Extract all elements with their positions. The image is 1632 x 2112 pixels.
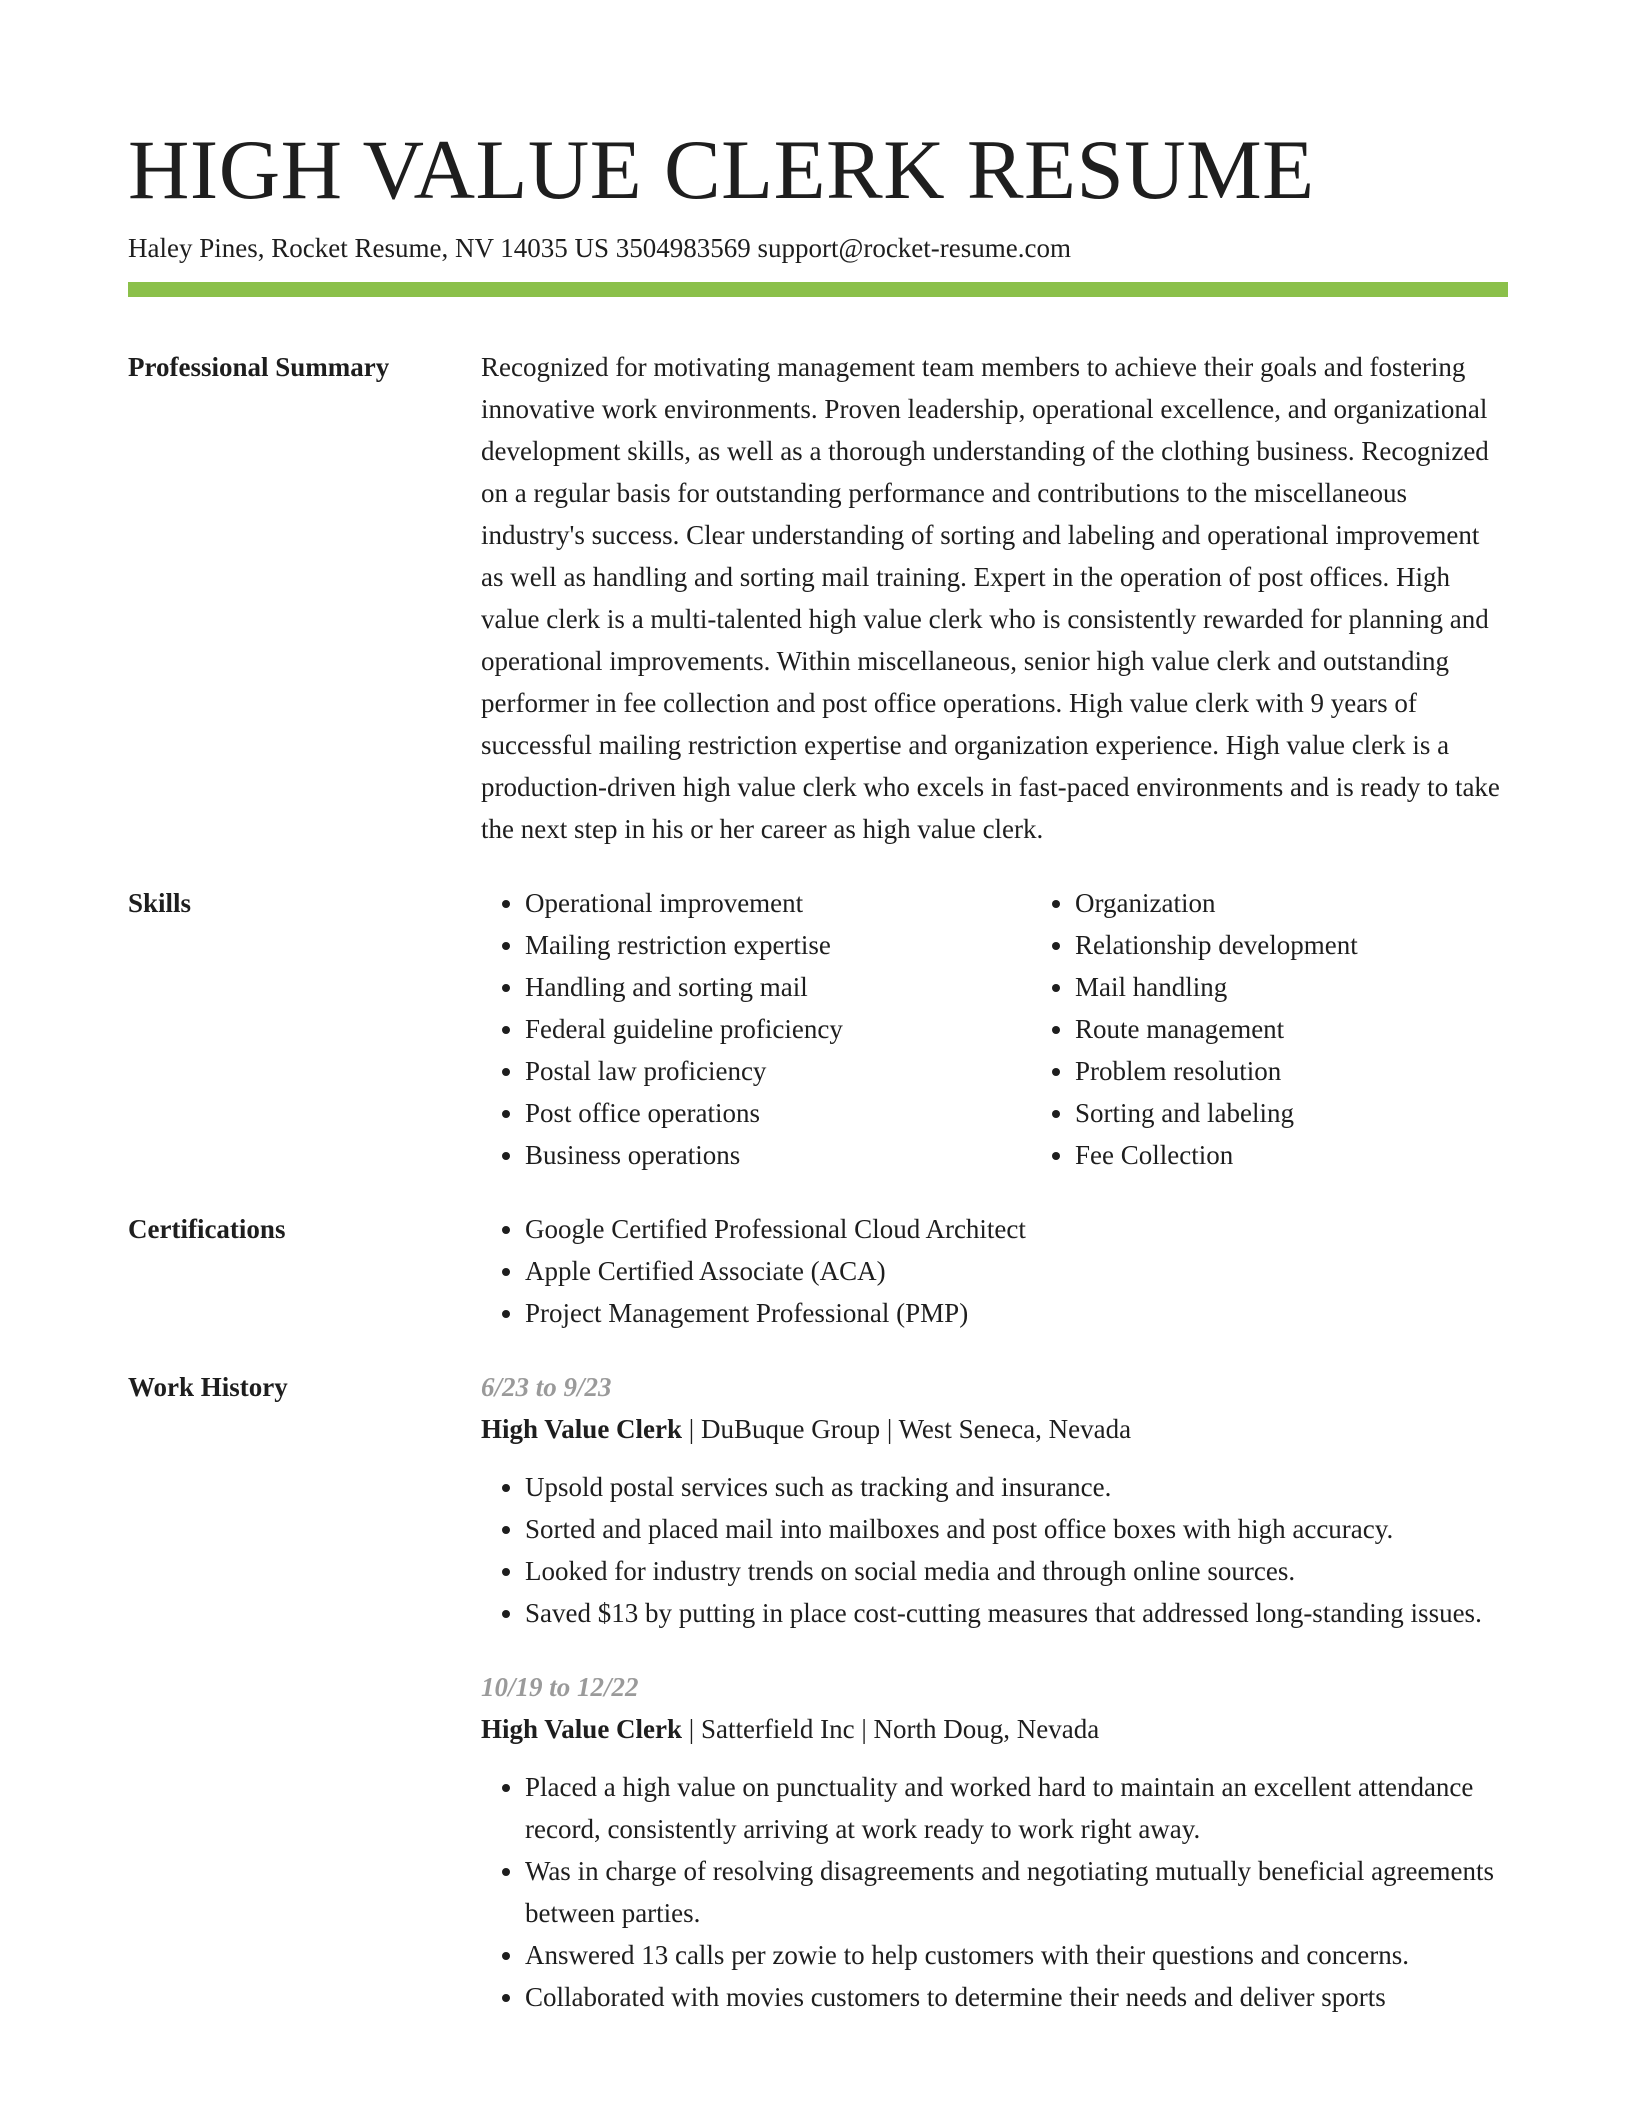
job-header: [481, 1708, 1508, 1750]
skill-item: • Federal guideline proficiency: [525, 1008, 1031, 1050]
skill-item: • Mailing restriction expertise: [525, 924, 1031, 966]
skill-item: • Post office operations: [525, 1092, 1031, 1134]
accent-divider: [128, 282, 1508, 297]
skills-section: [128, 882, 1508, 1176]
job-bullet: • Collaborated with movies customers to determine their needs and deliver sports: [525, 1976, 1508, 2018]
certification-item: • Project Management Professional (PMP): [525, 1292, 1508, 1334]
skills-list-left: [481, 882, 1031, 1176]
certification-item: • Apple Certified Associate (ACA): [525, 1250, 1508, 1292]
certifications-section: [128, 1208, 1508, 1334]
summary-section: [128, 346, 1508, 850]
skill-item: • Problem resolution: [1075, 1050, 1581, 1092]
work-history-heading: Work History: [128, 1372, 288, 1402]
job-bullets: [481, 1466, 1508, 1634]
skill-item: • Handling and sorting mail: [525, 966, 1031, 1008]
skill-item: • Organization: [1075, 882, 1581, 924]
job-bullet: • Was in charge of resolving disagreements and negotiating mutually beneficial agreements between parties.: [525, 1850, 1508, 1934]
skill-item: • Operational improvement: [525, 882, 1031, 924]
job-bullets: [481, 1766, 1508, 2018]
skill-item: • Relationship development: [1075, 924, 1581, 966]
job-entry: [481, 1366, 1508, 1634]
skill-item: • Business operations: [525, 1134, 1031, 1176]
contact-line: Haley Pines, Rocket Resume, NV 14035 US 3504983569 support@rocket-resume.com: [128, 233, 1071, 263]
job-details: | DuBuque Group | West Seneca, Nevada: [682, 1414, 1132, 1444]
skill-item: • Route management: [1075, 1008, 1581, 1050]
summary-heading: Professional Summary: [128, 352, 390, 382]
skills-heading: Skills: [128, 888, 192, 918]
job-bullet: • Sorted and placed mail into mailboxes and post office boxes with high accuracy.: [525, 1508, 1508, 1550]
work-history-section: [128, 1366, 1508, 2018]
job-title: High Value Clerk: [481, 1714, 683, 1744]
skill-item: • Mail handling: [1075, 966, 1581, 1008]
certification-item: • Google Certified Professional Cloud Architect: [525, 1208, 1508, 1250]
job-bullet: • Looked for industry trends on social media and through online sources.: [525, 1550, 1508, 1592]
resume-page: [128, 120, 1508, 2018]
job-dates: 6/23 to 9/23: [481, 1372, 612, 1402]
job-header: [481, 1408, 1508, 1450]
skill-item: • Postal law proficiency: [525, 1050, 1031, 1092]
skill-item: • Fee Collection: [1075, 1134, 1581, 1176]
skill-item: • Sorting and labeling: [1075, 1092, 1581, 1134]
certifications-list: [481, 1208, 1508, 1334]
job-entry: [481, 1666, 1508, 2018]
certifications-heading: Certifications: [128, 1214, 286, 1244]
job-dates: 10/19 to 12/22: [481, 1672, 639, 1702]
summary-text: Recognized for motivating management team members to achieve their goals and fostering innovative work environments. Proven leadership, operational excellence, and organizational development skills, as well as a thorough understanding of the clothing business. Recognized on a regular basis for outstanding performance and contributions to the miscellaneous industry's success. Clear understanding of sorting and labeling and operational improvement as well as handling and sorting mail training. Expert in the operation of post offices. High value clerk is a multi-talented high value clerk who is consistently rewarded for planning and operational improvements. Within miscellaneous, senior high value clerk and outstanding performer in fee collection and post office operations. High value clerk with 9 years of successful mailing restriction expertise and organization experience. High value clerk is a production-driven high value clerk who excels in fast-paced environments and is ready to take the next step in his or her career as high value clerk.: [481, 352, 1500, 844]
resume-title: HIGH VALUE CLERK RESUME: [128, 123, 1315, 217]
job-details: | Satterfield Inc | North Doug, Nevada: [682, 1714, 1100, 1744]
job-bullet: • Upsold postal services such as tracking and insurance.: [525, 1466, 1508, 1508]
job-bullet: • Answered 13 calls per zowie to help customers with their questions and concerns.: [525, 1934, 1508, 1976]
skills-list-right: [1031, 882, 1581, 1176]
job-bullet: • Saved $13 by putting in place cost-cutting measures that addressed long-standing issues.: [525, 1592, 1508, 1634]
job-title: High Value Clerk: [481, 1414, 683, 1444]
job-bullet: • Placed a high value on punctuality and worked hard to maintain an excellent attendance record, consistently arriving at work ready to work right away.: [525, 1766, 1508, 1850]
